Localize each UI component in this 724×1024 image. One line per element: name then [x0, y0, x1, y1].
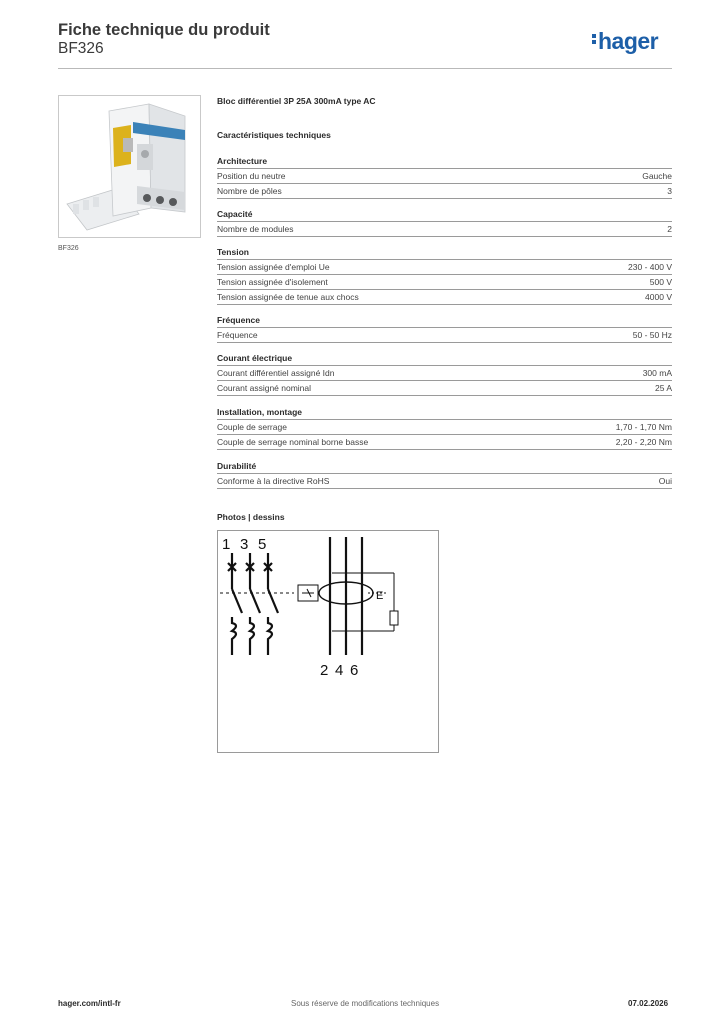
terminal-label-bottom: 4 — [335, 662, 344, 679]
spec-value: 4000 V — [645, 292, 672, 302]
spec-section-capacite — [217, 208, 672, 237]
spec-value: 2 — [667, 224, 672, 234]
header-divider — [58, 68, 672, 69]
spec-row — [217, 420, 672, 435]
spec-value: 50 - 50 Hz — [632, 330, 672, 340]
spec-label: Courant assigné nominal — [217, 383, 312, 393]
footer-notice: Sous réserve de modifications techniques — [291, 999, 440, 1008]
terminal-label-top: 3 — [240, 536, 249, 553]
photo-caption: BF326 — [58, 245, 79, 252]
spec-label: Conforme à la directive RoHS — [217, 476, 330, 486]
footer-website-link[interactable]: hager.com/intl-fr — [58, 999, 121, 1008]
spec-row — [217, 290, 672, 305]
spec-value: 1,70 - 1,70 Nm — [615, 422, 672, 432]
spec-label: Courant différentiel assigné Idn — [217, 368, 335, 378]
logo-text: hager — [598, 28, 659, 54]
photos-title: Photos | dessins — [217, 512, 285, 522]
wiring-diagram — [217, 530, 439, 753]
terminal-label-top: 1 — [222, 536, 231, 553]
product-photo-icon — [59, 96, 200, 237]
spec-label: Tension assignée de tenue aux chocs — [217, 292, 359, 302]
section-title: Architecture — [217, 155, 672, 169]
hager-logo[interactable] — [592, 28, 658, 55]
spec-section-durabilite — [217, 460, 672, 489]
spec-label: Nombre de modules — [217, 224, 294, 234]
product-photo — [58, 95, 201, 238]
spec-section-frequence — [217, 314, 672, 343]
spec-value: 3 — [667, 186, 672, 196]
spec-value: 300 mA — [642, 368, 672, 378]
spec-value: Gauche — [642, 171, 672, 181]
spec-label: Position du neutre — [217, 171, 286, 181]
spec-value: 500 V — [649, 277, 672, 287]
section-title: Fréquence — [217, 314, 672, 328]
spec-value: 2,20 - 2,20 Nm — [615, 437, 672, 447]
product-reference: BF326 — [58, 40, 104, 57]
spec-row — [217, 366, 672, 381]
spec-value: 25 A — [654, 383, 672, 393]
terminal-label-top: 5 — [258, 536, 267, 553]
spec-label: Couple de serrage nominal borne basse — [217, 437, 369, 447]
section-title: Capacité — [217, 208, 672, 222]
spec-label: Tension assignée d'isolement — [217, 277, 328, 287]
spec-row — [217, 435, 672, 450]
terminal-label-bottom: 2 — [320, 662, 329, 679]
product-name: Bloc différentiel 3P 25A 300mA type AC — [217, 96, 376, 106]
header-title: Fiche technique du produit — [58, 21, 270, 39]
footer-date: 07.02.2026 — [628, 999, 669, 1008]
wiring-diagram-svg — [218, 531, 438, 752]
test-button-label: E — [376, 590, 384, 602]
spec-row — [217, 474, 672, 489]
spec-section-tension — [217, 246, 672, 305]
section-title: Durabilité — [217, 460, 672, 474]
spec-section-architecture — [217, 155, 672, 199]
spec-value: 230 - 400 V — [628, 262, 672, 272]
section-title: Tension — [217, 246, 672, 260]
spec-label: Fréquence — [217, 330, 258, 340]
spec-section-courant — [217, 352, 672, 396]
terminal-label-bottom: 6 — [350, 662, 359, 679]
spec-label: Couple de serrage — [217, 422, 287, 432]
specs-title: Caractéristiques techniques — [217, 130, 331, 140]
section-title: Courant électrique — [217, 352, 672, 366]
spec-label: Nombre de pôles — [217, 186, 282, 196]
section-title: Installation, montage — [217, 406, 672, 420]
spec-row — [217, 184, 672, 199]
spec-row — [217, 169, 672, 184]
spec-value: Oui — [658, 476, 672, 486]
spec-section-installation — [217, 406, 672, 450]
spec-label: Tension assignée d'emploi Ue — [217, 262, 330, 272]
spec-row — [217, 381, 672, 396]
spec-row — [217, 275, 672, 290]
logo-dots-icon — [592, 32, 596, 46]
spec-row — [217, 222, 672, 237]
spec-row — [217, 328, 672, 343]
spec-row — [217, 260, 672, 275]
